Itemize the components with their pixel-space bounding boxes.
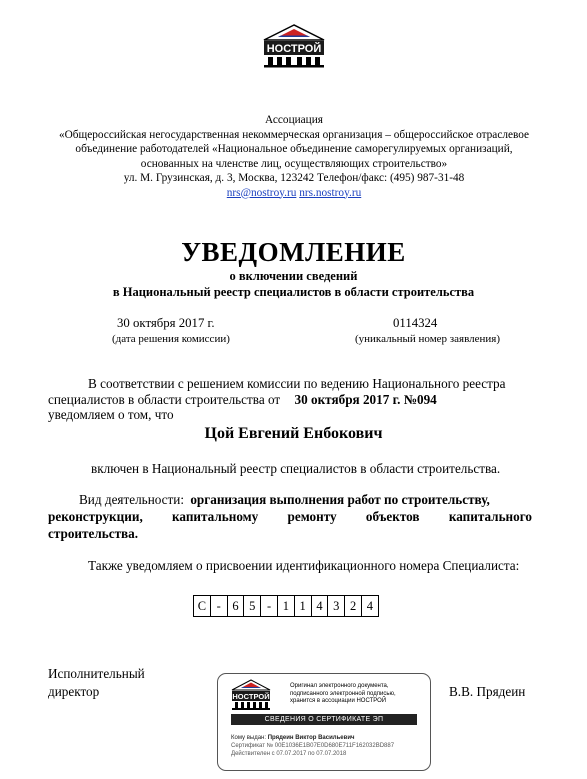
id-char: 1: [278, 596, 295, 616]
signer-position-1: Исполнительный: [48, 666, 145, 681]
stamp-original-note: [290, 683, 425, 706]
assoc-address: ул. М. Грузинская, д. 3, Москва, 123242 Телефон/факс: (495) 987-31-48: [123, 172, 465, 184]
nostroy-logo: [261, 24, 327, 68]
assoc-line: основанных на членстве лиц, осуществляющих строительство»: [140, 157, 448, 170]
stamp-issued-label: Кому выдан:: [231, 735, 267, 741]
stamp-note-line: хранится в ассоциации НОСТРОЙ: [290, 698, 387, 704]
decision-date: 30 октября 2017 г.: [117, 316, 215, 330]
assoc-line: объединение работодателей «Национальное объединение саморегулируемых организаций,: [75, 143, 513, 155]
paragraph-line: [48, 392, 534, 408]
stamp-issued-to: Прядеин Виктор Васильевич: [267, 735, 355, 741]
document-subtitle-1: о включении сведений: [229, 269, 358, 283]
id-char: 4: [312, 596, 329, 616]
specialist-name: Цой Евгений Енбокович: [204, 425, 383, 442]
id-char: 5: [244, 596, 261, 616]
stamp-note-line: Оригинал электронного документа,: [290, 683, 389, 689]
id-char: С: [194, 596, 211, 616]
id-char: 2: [345, 596, 362, 616]
site-link[interactable]: nrs.nostroy.ru: [299, 186, 362, 199]
assoc-line: «Общероссийская негосударственная некоммерческая организация – общероссийское отраслевое: [58, 128, 530, 141]
id-number-box: [193, 595, 379, 617]
stamp-validity: Действителен с 07.07.2017 по 07.07.2018: [231, 751, 347, 757]
e-signature-stamp: [217, 673, 431, 771]
stamp-certificate-details: [231, 734, 426, 758]
document-title: УВЕДОМЛЕНИЕ: [181, 237, 406, 267]
activity-word: объектов: [365, 509, 420, 524]
id-char: 4: [366, 599, 373, 613]
signer-name: В.В. Прядеин: [449, 684, 526, 699]
id-char: 6: [228, 596, 245, 616]
activity-line-2: [48, 509, 532, 525]
activity-word: капитальному: [172, 509, 259, 524]
assoc-contacts: [40, 186, 548, 201]
association-block: [40, 113, 548, 200]
decision-date-caption: (дата решения комиссии): [112, 333, 230, 345]
id-char: -: [211, 596, 228, 616]
id-text: Также уведомляем о присвоении идентификационного номера Специалиста:: [88, 558, 520, 573]
application-number-caption: (уникальный номер заявления): [355, 333, 500, 345]
assoc-line: Ассоциация: [265, 114, 323, 126]
paragraph-line: уведомляем о том, что: [48, 407, 174, 422]
signer-position-2: директор: [48, 684, 100, 699]
stamp-cert-number: Сертификат № 00E1036E1B07E0D680E711F162032BD887: [231, 743, 395, 749]
stamp-note-line: подписанного электронной подписью,: [290, 690, 396, 697]
activity-word: капитального: [448, 509, 532, 524]
stamp-logo-text: НОСТРОЙ: [232, 692, 270, 701]
activity-word: ремонту: [287, 509, 337, 524]
logo-text: НОСТРОЙ: [266, 43, 322, 55]
activity-word: реконструкции,: [48, 509, 143, 524]
activity-line-3: строительства.: [48, 526, 139, 541]
id-char: -: [261, 596, 278, 616]
stamp-issued: [231, 734, 426, 742]
decision-reference: 30 октября 2017 г. №094: [294, 392, 437, 407]
stamp-logo: [230, 679, 272, 711]
application-number: 0114324: [393, 316, 438, 330]
id-char: 1: [295, 596, 312, 616]
document-subtitle-2: в Национальный реестр специалистов в области строительства: [112, 285, 475, 299]
included-text: включен в Национальный реестр специалистов в области строительства.: [91, 461, 501, 476]
paragraph-text: специалистов в области строительства от: [48, 392, 281, 407]
id-char: 3: [328, 596, 345, 616]
activity-label: Вид деятельности:: [79, 492, 185, 507]
paragraph-line: В соответствии с решением комиссии по ведению Национального реестра: [88, 376, 506, 391]
email-link[interactable]: nrs@nostroy.ru: [226, 186, 297, 199]
activity-value: организация выполнения работ по строительству,: [190, 492, 490, 507]
activity-line-1: [79, 492, 531, 508]
stamp-certificate-header: СВЕДЕНИЯ О СЕРТИФИКАТЕ ЭП: [231, 714, 417, 725]
